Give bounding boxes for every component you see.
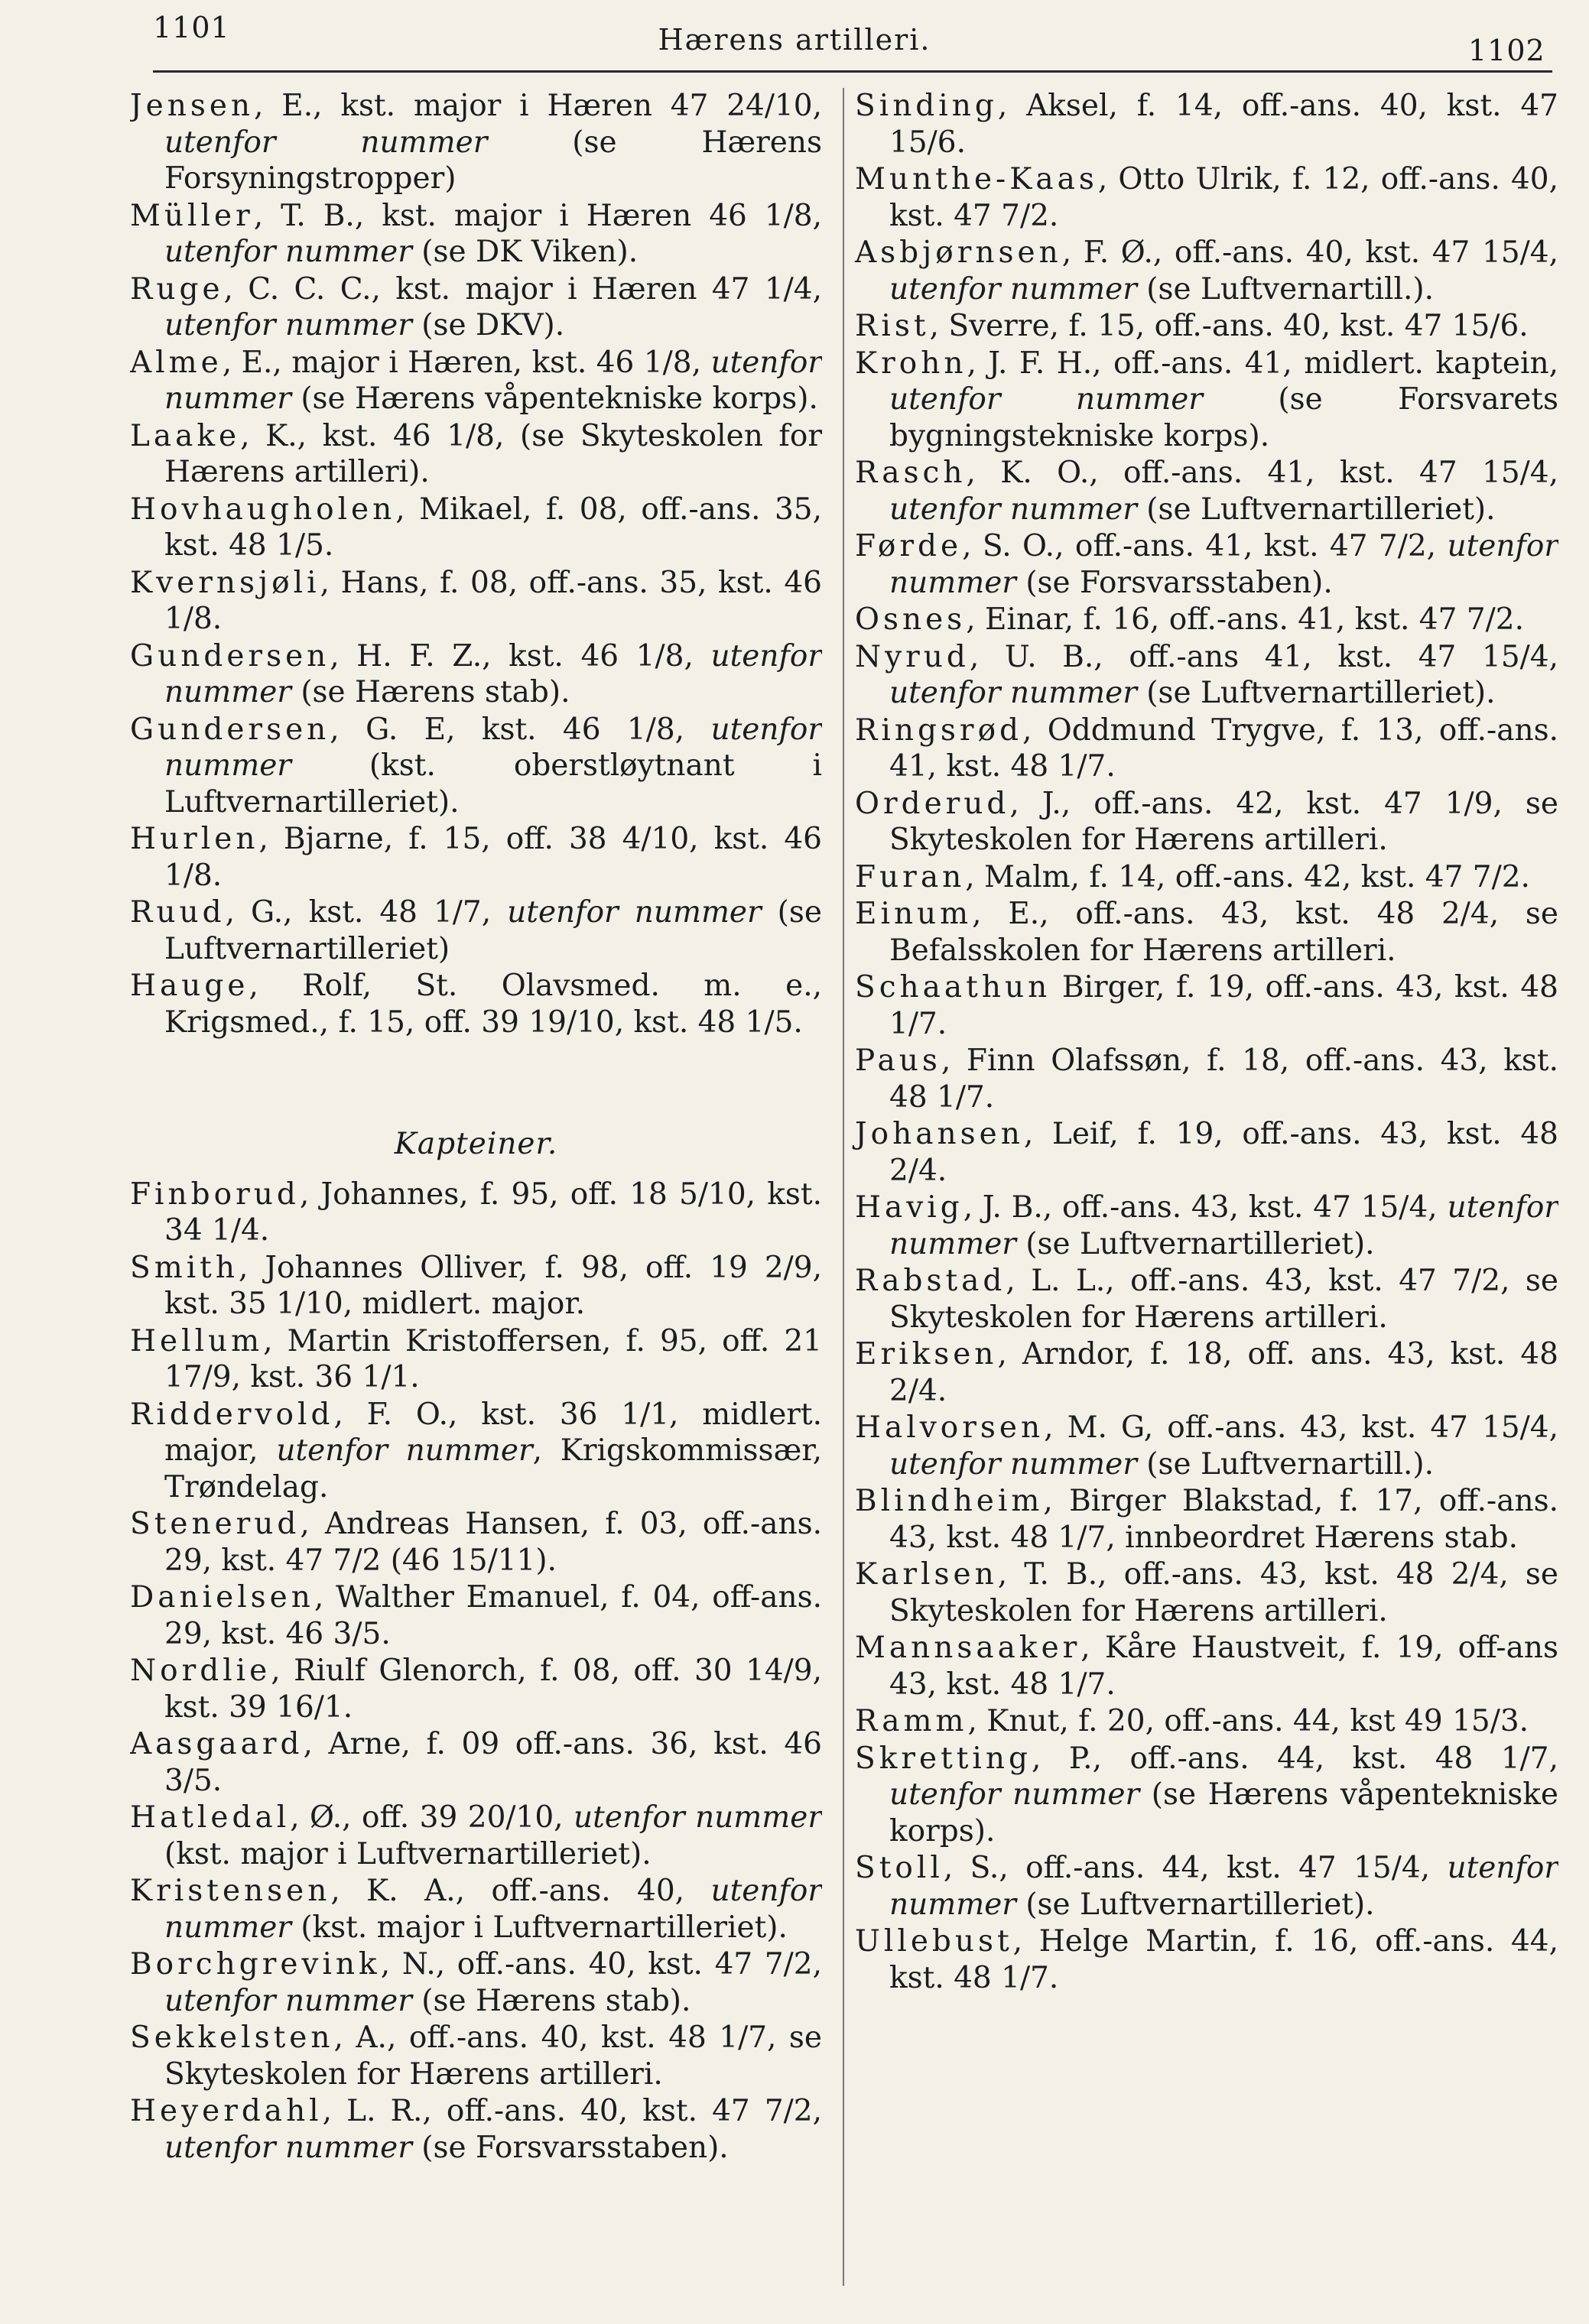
officer-entry [855,1263,1558,1336]
officer-entry [855,1410,1558,1482]
officer-name: Kvernsjøli [130,565,320,600]
status-note: utenfor nummer [889,271,1137,307]
status-note: utenfor nummer [164,235,412,269]
status-note: utenfor nummer [889,676,1137,710]
officer-details: , A., off.-ans. 40, kst. 48 1/7, se Skyteskolen for Hærens artilleri. [164,2021,822,2092]
officer-name: Ruud [130,895,226,930]
officer-reference: (se Luftvernartilleriet). [1136,676,1496,710]
officer-entry [855,969,1558,1042]
status-note: utenfor nummer [164,1874,822,1945]
officer-name: Jensen [130,89,255,123]
officer-name: Furan [855,859,966,894]
officer-details: , L. L., off.-ans. 43, kst. 47 7/2, se Skyteskolen for Hærens artilleri. [889,1264,1558,1335]
officer-reference: (se Hærens Forsyningstropper) [164,125,822,196]
officer-entry [130,712,822,821]
officer-name: Blindheim [855,1484,1044,1518]
officer-reference: (se Hærens stab). [411,1983,691,2018]
officer-details: , P., off.-ans. 44, kst. 48 1/7, [1031,1741,1558,1776]
section-title: Kapteiner. [394,1127,558,1161]
officer-name: Einum [855,897,973,931]
officer-name: Ruge [130,271,224,307]
officer-entry [130,1397,822,1506]
officer-name: Stoll [855,1851,944,1885]
officer-name: Rabstad [855,1264,1006,1298]
officer-entry [855,308,1558,345]
officer-entry [130,2093,822,2166]
officer-name: Müller [130,198,254,233]
officer-details: , Arne, f. 09 off.-ans. 36, kst. 46 3/5. [164,1727,822,1798]
officer-name: Danielsen [130,1580,314,1615]
officer-details: , Kåre Haustveit, f. 19, off-ans 43, kst. 48 1/7. [889,1631,1558,1702]
officer-entry [130,821,822,894]
officer-details: , Ø., off. 39 20/10, [290,1800,574,1835]
officer-reference: (se Forsvarsstaben). [411,2130,729,2165]
officer-entry [855,896,1558,969]
officer-details: , Helge Martin, f. 16, off.-ans. 44, kst. 48 1/7. [889,1924,1558,1995]
officer-entry [130,1177,822,1249]
officer-entry [855,1190,1558,1262]
status-note: utenfor nummer [889,1851,1558,1922]
officer-details: , Finn Olafssøn, f. 18, off.-ans. 43, kst. 48 1/7. [889,1044,1558,1115]
officer-name: Nordlie [130,1654,271,1688]
officer-details: , Hans, f. 08, off.-ans. 35, kst. 46 1/8. [164,565,822,636]
status-note: utenfor nummer [507,895,762,930]
officer-name: Stenerud [130,1507,301,1541]
status-note: utenfor nummer [164,308,412,342]
officer-entry [130,1873,822,1946]
officer-entry [130,968,822,1040]
officer-name: Sinding [855,89,998,123]
officer-entry [130,1653,822,1725]
officer-reference: , Krigskommissær, Trøndelag. [164,1433,822,1504]
officer-name: Hovhaugholen [130,492,396,527]
officer-entry [855,1483,1558,1556]
officer-entry [855,346,1558,455]
officer-entry [130,1506,822,1579]
officer-entry [855,1336,1558,1409]
left-column [130,88,822,2286]
page-number-left: 1101 [153,11,230,44]
officer-name: Rasch [855,456,967,490]
officer-entry [855,712,1558,785]
officer-details: , F. Ø., off.-ans. 40, kst. 47 15/4, [1061,235,1558,270]
officer-details: , J. F. H., off.-ans. 41, midlert. kaptein, [967,346,1558,381]
officer-reference: (kst. oberstløytnant i Luftvernartilleriet). [164,748,822,820]
status-note: utenfor nummer [889,529,1558,600]
officer-details: , Knut, f. 20, off.-ans. 44, kst 49 15/3. [967,1704,1529,1738]
officer-name: Førde [855,529,963,563]
officer-entry [130,1250,822,1323]
officer-name: Skretting [855,1741,1032,1776]
officer-reference: (se DK Viken). [411,235,639,269]
officer-details: , Mikael, f. 08, off.-ans. 35, kst. 48 1/5. [164,492,822,563]
officer-details: , Riulf Glenorch, f. 08, off. 30 14/9, kst. 39 16/1. [164,1654,822,1725]
officer-details: , Walther Emanuel, f. 04, off-ans. 29, kst. 46 3/5. [164,1580,822,1651]
status-note: utenfor nummer [164,1983,412,2018]
officer-entry [855,602,1558,638]
officer-details: , K. O., off.-ans. 41, kst. 47 15/4, [966,456,1558,490]
officer-name: Karlsen [855,1557,998,1592]
officer-details: , J., off.-ans. 42, kst. 47 1/9, se Skyteskolen for Hærens artilleri. [889,786,1558,857]
status-note: utenfor nummer [164,638,822,709]
officer-reference: (se Luftvernartill.). [1136,1446,1434,1482]
officer-details: Birger, f. 19, off.-ans. 43, kst. 48 1/7. [889,970,1558,1041]
status-note: utenfor nummer [889,1446,1137,1482]
officer-reference: (kst. major i Luftvernartilleriet). [291,1910,788,1945]
officer-details: , J. B., off.-ans. 43, kst. 47 15/4, [963,1190,1448,1225]
officer-list-captains [130,1177,822,2167]
officer-entry [130,1579,822,1652]
officer-entry [130,894,822,967]
status-note: utenfor nummer [164,125,488,160]
officer-entry [855,1116,1558,1189]
officer-name: Smith [130,1250,239,1285]
status-note: utenfor nummer [164,712,822,783]
officer-entry [855,1043,1558,1115]
officer-name: Rist [855,309,930,343]
officer-entry [855,639,1558,712]
officer-details: , S. O., off.-ans. 41, kst. 47 7/2, [962,529,1448,563]
officer-entry [855,235,1558,307]
officer-entry [130,198,822,271]
officer-reference: (se Luftvernartill.). [1136,271,1434,307]
status-note: utenfor nummer [889,492,1137,527]
header-rule [153,70,1552,73]
officer-details: , Otto Ulrik, f. 12, off.-ans. 40, kst. 47 7/2. [889,162,1558,233]
status-note: utenfor nummer [889,1190,1558,1261]
officer-name: Mannsaaker [855,1631,1081,1665]
officer-details: , Johannes, f. 95, off. 18 5/10, kst. 34 1/4. [164,1177,822,1248]
officer-reference: (se Forsvarsstaben). [1015,565,1333,600]
running-title: Hærens artilleri. [658,23,931,57]
officer-entry [855,1630,1558,1702]
officer-details: , Bjarne, f. 15, off. 38 4/10, kst. 46 1/8. [164,822,822,893]
page-number-right: 1102 [1468,34,1545,67]
officer-name: Borchgrevink [130,1947,381,1982]
officer-details: , M. G, off.-ans. 43, kst. 47 15/4, [1044,1410,1558,1445]
officer-entry [130,1946,822,2019]
officer-details: , L. R., off.-ans. 40, kst. 47 7/2, [322,2094,822,2128]
status-note: utenfor nummer [889,382,1203,417]
officer-reference: (se Luftvernartilleriet) [164,895,822,966]
officer-details: , K., kst. 46 1/8, (se Skyteskolen for Hærens artilleri). [164,418,822,489]
officer-entry [855,859,1558,896]
officer-name: Asbjørnsen [855,235,1062,270]
officer-name: Gundersen [130,712,330,747]
officer-details: , G. E, kst. 46 1/8, [330,712,711,747]
officer-name: Halvorsen [855,1410,1045,1445]
officer-name: Laake [130,418,241,453]
officer-name: Ringsrød [855,712,1023,748]
officer-entry [130,345,822,417]
officer-entry [855,161,1558,234]
status-note: utenfor nummer [276,1433,533,1468]
officer-name: Hauge [130,969,249,1003]
officer-entry [855,1703,1558,1740]
officer-name: Krohn [855,346,967,381]
officer-entry [855,1923,1558,1996]
officer-reference: (se Luftvernartilleriet). [1136,492,1496,527]
officer-details: , Martin Kristoffersen, f. 95, off. 21 17/9, kst. 36 1/1. [164,1323,822,1394]
officer-details: , Rolf, St. Olavsmed. m. e., Krigsmed., f. 15, off. 39 19/10, kst. 48 1/5. [164,969,822,1040]
officer-reference: (se DKV). [411,308,565,342]
officer-details: , G., kst. 48 1/7, [225,895,508,930]
officer-entry [855,88,1558,161]
officer-entry [855,1850,1558,1923]
status-note: utenfor nummer [164,2130,412,2165]
officer-reference: (se Luftvernartilleriet). [1015,1226,1375,1261]
officer-name: Hurlen [130,822,259,856]
officer-name: Aasgaard [130,1727,304,1761]
officer-entry [130,565,822,638]
officer-list-majors [130,88,822,1040]
officer-entry [130,492,822,564]
officer-name: Eriksen [855,1337,998,1371]
officer-name: Schaathun [855,970,1051,1005]
officer-reference: (se Hærens stab). [291,675,570,709]
officer-name: Johansen [855,1117,1024,1151]
officer-details: , Oddmund Trygve, f. 13, off.-ans. 41, kst. 48 1/7. [889,712,1558,784]
officer-entry [855,455,1558,527]
officer-entry [855,1741,1558,1850]
officer-name: Sekkelsten [130,2021,334,2055]
officer-entry [855,786,1558,859]
status-note: utenfor nummer [889,1777,1140,1812]
officer-details: , E., major i Hæren, kst. 46 1/8, [222,345,711,380]
officer-details: , F. O., kst. 36 1/1, midlert. major, [164,1397,822,1468]
officer-name: Hellum [130,1323,264,1358]
officer-details: , Aksel, f. 14, off.-ans. 40, kst. 47 15/6. [889,89,1558,160]
officer-name: Kristensen [130,1874,331,1908]
officer-entry [130,2020,822,2092]
officer-reference: (kst. major i Luftvernartilleriet). [164,1836,652,1871]
officer-name: Finborud [130,1177,300,1212]
officer-details: , U. B., off.-ans 41, kst. 47 15/4, [969,639,1558,674]
officer-details: , T. B., kst. major i Hæren 46 1/8, [253,198,822,233]
officer-details: , H. F. Z., kst. 46 1/8, [330,638,711,674]
officer-name: Munthe-Kaas [855,162,1098,196]
officer-details: , S., off.-ans. 44, kst. 47 15/4, [943,1851,1448,1885]
officer-entry [130,418,822,491]
officer-reference: (se Luftvernartilleriet). [1015,1887,1375,1922]
officer-entry [130,1800,822,1872]
officer-name: Nyrud [855,639,970,674]
officer-entry [130,88,822,197]
status-note: utenfor nummer [164,345,822,416]
page-header [0,0,1589,76]
officer-reference: (se Hærens våpentekniske korps). [889,1777,1558,1848]
officer-details: , K. A., off.-ans. 40, [330,1874,711,1908]
officer-details: , Andreas Hansen, f. 03, off.-ans. 29, kst. 47 7/2 (46 15/11). [164,1507,822,1578]
officer-details: , Johannes Olliver, f. 98, off. 19 2/9, kst. 35 1/10, midlert. major. [164,1250,822,1321]
officer-name: Havig [855,1190,963,1225]
officer-details: , Arndor, f. 18, off. ans. 43, kst. 48 2/4. [889,1337,1558,1408]
officer-entry [855,528,1558,601]
officer-details: , Malm, f. 14, off.-ans. 42, kst. 47 7/2. [965,859,1530,894]
officer-entry [130,271,822,344]
officer-entry [130,1323,822,1396]
officer-reference: (se Forsvarets bygningstekniske korps). [889,382,1558,453]
officer-name: Ramm [855,1704,968,1738]
status-note: utenfor nummer [574,1800,822,1835]
officer-details: , E., kst. major i Hæren 47 24/10, [254,89,822,123]
officer-entry [130,638,822,711]
officer-name: Hatledal [130,1800,291,1835]
officer-name: Heyerdahl [130,2094,323,2128]
officer-name: Orderud [855,786,1010,821]
officer-reference: (se Hærens våpentekniske korps). [291,381,818,416]
officer-details: , T. B., off.-ans. 43, kst. 48 2/4, se Skyteskolen for Hærens artilleri. [889,1557,1558,1628]
officer-name: Gundersen [130,638,330,674]
officer-name: Ullebust [855,1924,1013,1959]
officer-details: , Leif, f. 19, off.-ans. 43, kst. 48 2/4. [889,1117,1558,1188]
officer-details: , Einar, f. 16, off.-ans. 41, kst. 47 7/2. [966,602,1524,637]
officer-name: Alme [130,345,223,380]
officer-list-captains-continued [855,88,1558,1996]
officer-name: Osnes [855,602,967,637]
officer-details: , E., off.-ans. 43, kst. 48 2/4, se Befalsskolen for Hærens artilleri. [889,897,1558,968]
right-column [843,88,1558,2286]
officer-details: , C. C. C., kst. major i Hæren 47 1/4, [223,271,822,307]
officer-name: Riddervold [130,1397,334,1432]
officer-entry [855,1556,1558,1629]
officer-details: , Sverre, f. 15, off.-ans. 40, kst. 47 15/6. [929,309,1529,343]
officer-name: Paus [855,1044,941,1078]
officer-details: , N., off.-ans. 40, kst. 47 7/2, [380,1947,822,1982]
officer-entry [130,1726,822,1799]
officer-details: , Birger Blakstad, f. 17, off.-ans. 43, kst. 48 1/7, innbeordret Hærens stab. [889,1484,1558,1555]
